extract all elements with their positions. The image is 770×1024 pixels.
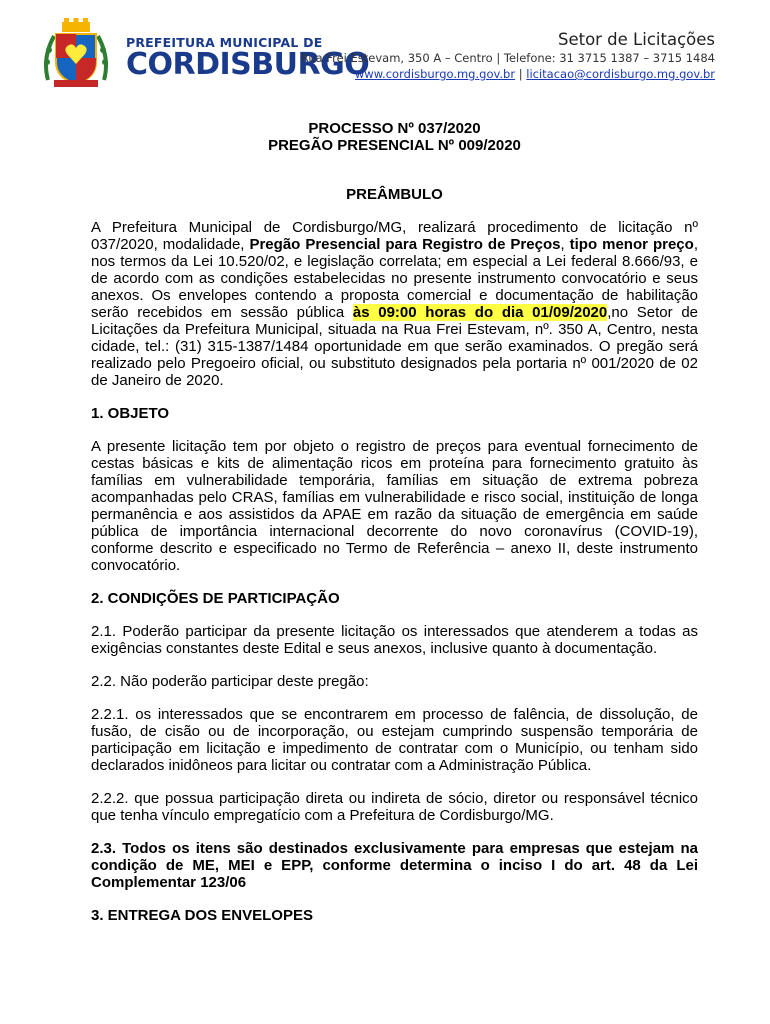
- process-number: PROCESSO Nº 037/2020: [308, 120, 481, 137]
- coat-of-arms-logo: [40, 18, 112, 90]
- preamble-type: tipo menor preço: [569, 236, 694, 253]
- section-2-heading: 2. CONDIÇÕES DE PARTICIPAÇÃO: [91, 590, 340, 607]
- contact-links: [301, 67, 715, 81]
- preamble-text-2: ,: [560, 236, 570, 253]
- document-body: [91, 120, 698, 924]
- clause-2-2: 2.2. Não poderão participar deste pregão:: [91, 673, 369, 690]
- preamble-text-4: ,no Setor de Licitações da Prefeitura Municipal, situada na Rua Frei Estevam, nº. 350 A, Centro, nesta cidade, tel.: (31) 315-1387/1484 oportunidade em que serão examinados. O pregão será realizado pelo Pregoeiro oficial, ou substituto designados pela portaria nº 001/2020 de 02 de Janeiro de 2020.: [91, 304, 698, 389]
- preamble-modality: Pregão Presencial para Registro de Preços: [249, 236, 561, 253]
- preamble-text-3: , nos termos da Lei 10.520/02, e legislação correlata; em especial a Lei federal 8.666/93, e de acordo com as condições estabelecidas no presente instrumento convocatório e seus anexos. Os envelopes contendo a proposta comercial e documentação de habilitação serão recebidos em sessão pública: [91, 236, 698, 321]
- department-address: Rua Frei Estevam, 350 A – Centro | Telefone: 31 3715 1387 – 3715 1484: [300, 51, 715, 65]
- letterhead: [0, 0, 770, 100]
- clause-2-1: 2.1. Poderão participar da presente licitação os interessados que atenderem a todas as exigências constantes deste Edital e seus anexos, inclusive quanto à documentação.: [91, 623, 698, 657]
- section-1-heading: 1. OBJETO: [91, 405, 170, 422]
- clause-2-3: 2.3. Todos os itens são destinados exclusivamente para empresas que estejam na condição de ME, MEI e EPP, conforme determina o inciso I do art. 48 da Lei Complementar 123/06: [91, 840, 698, 891]
- session-datetime-highlight: às 09:00 horas do dia 01/09/2020: [352, 304, 608, 321]
- organization-line1: PREFEITURA MUNICIPAL DE: [126, 35, 323, 50]
- section-3-heading: 3. ENTREGA DOS ENVELOPES: [91, 907, 313, 924]
- organization-line2: CORDISBURGO: [126, 47, 370, 82]
- section-1-text: A presente licitação tem por objeto o registro de preços para eventual fornecimento de cestas básicas e kits de alimentação ricos em proteína para fornecimento gratuito às famílias em vulnerabilidade temporária, famílias em situação de extrema pobreza acompanhadas pelo CRAS, famílias em vulnerabilidade e risco social, instituição de longa permanência e aos assistidos da APAE em razão da situação de emergência em saúde pública de importância internacional decorrente do novo coronavírus (COVID-19), conforme descrito e especificado no Termo de Referência – anexo II, deste instrumento convocatório.: [91, 438, 698, 574]
- department-info: [301, 30, 715, 81]
- clause-2-2-2: 2.2.2. que possua participação direta ou indireta de sócio, diretor ou responsável técnico que tenha vínculo empregatício com a Prefeitura de Cordisburgo/MG.: [91, 790, 698, 824]
- auction-number: PREGÃO PRESENCIAL Nº 009/2020: [268, 137, 521, 154]
- preamble-paragraph: [91, 219, 698, 389]
- department-name: Setor de Licitações: [557, 30, 715, 49]
- clause-2-2-1: 2.2.1. os interessados que se encontrarem em processo de falência, de dissolução, de fusão, de cisão ou de incorporação, ou estejam cumprindo suspensão temporária de participação em licitação e impedimento de contratar com o Município, ou tenham sido declarados inidôneos para licitar ou contratar com a Administração Pública.: [91, 706, 698, 774]
- preamble-heading: PREÂMBULO: [346, 186, 443, 203]
- preamble-text-1: A Prefeitura Municipal de Cordisburgo/MG, realizará procedimento de licitação nº 037/2020, modalidade,: [91, 219, 698, 253]
- link-separator: |: [518, 67, 523, 81]
- email-link[interactable]: licitacao@cordisburgo.mg.gov.br: [526, 67, 715, 81]
- website-link[interactable]: www.cordisburgo.mg.gov.br: [354, 67, 516, 81]
